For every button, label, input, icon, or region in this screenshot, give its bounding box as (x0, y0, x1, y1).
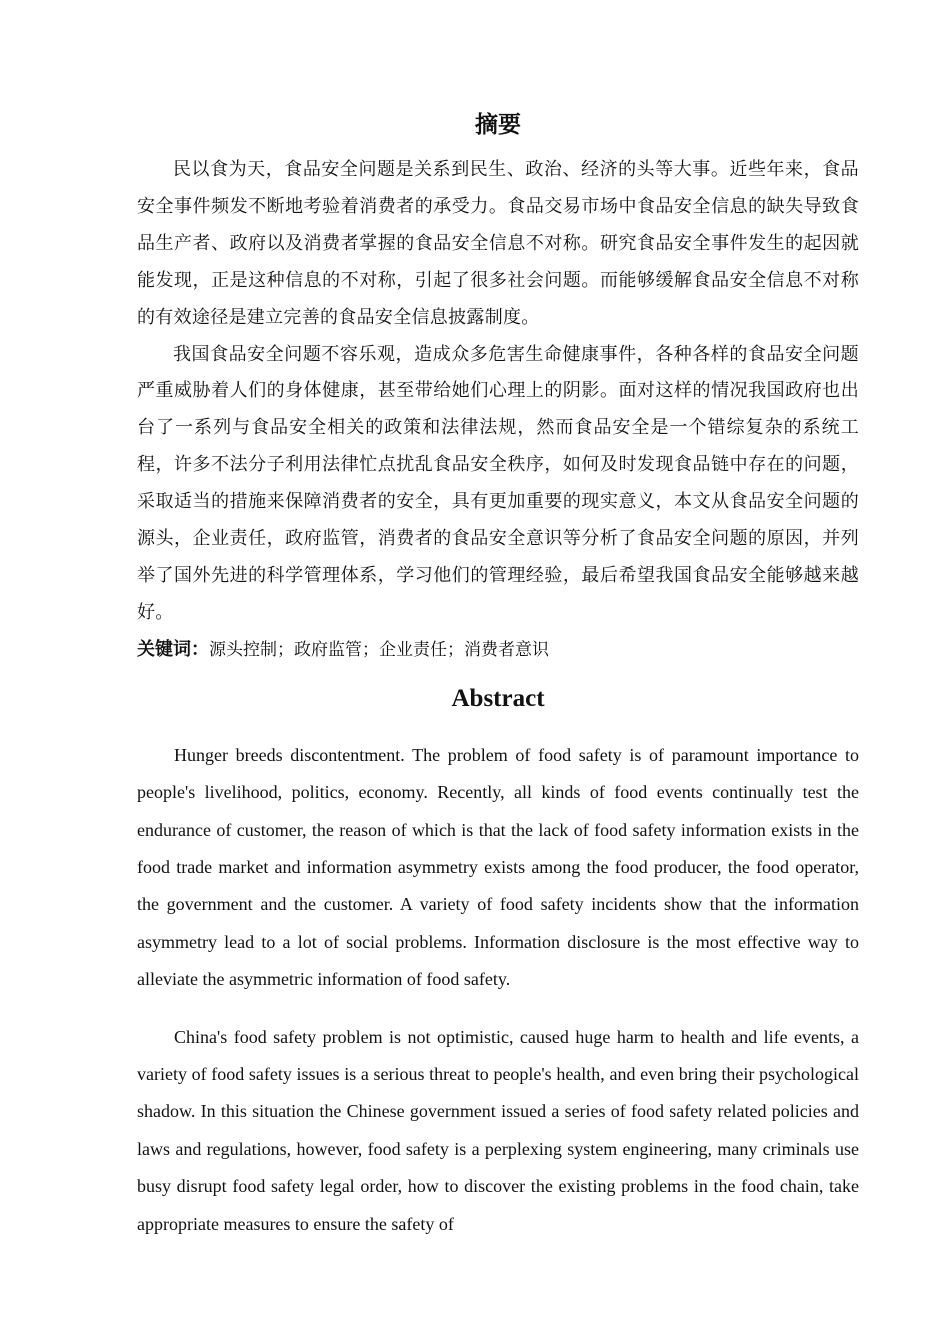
abstract-cn-paragraph-2: 我国食品安全问题不容乐观，造成众多危害生命健康事件，各种各样的食品安全问题严重威胁着人们的身体健康，甚至带给她们心理上的阴影。面对这样的情况我国政府也出台了一系列与食品安全相关的政策和法律法规，然而食品安全是一个错综复杂的系统工程，许多不法分子利用法律忙点扰乱食品安全秩序，如何及时发现食品链中存在的问题，采取适当的措施来保障消费者的安全，具有更加重要的现实意义，本文从食品安全问题的源头，企业责任，政府监管，消费者的食品安全意识等分析了食品安全问题的原因，并列举了国外先进的科学管理体系，学习他们的管理经验，最后希望我国食品安全能够越来越好。 (137, 343, 859, 623)
abstract-en-title: Abstract (451, 684, 545, 712)
keywords-label: 关键词： (137, 638, 209, 660)
abstract-cn-title: 摘要 (475, 112, 521, 138)
abstract-en-paragraph-1: Hunger breeds discontentment. The problem of food safety is of paramount importance to people's livelihood, politics, economy. Recently, all kinds of food events continually test the endurance of customer, the reason of which is that the lack of food safety information exists in the food trade market and information asymmetry exists among the food producer, the food operator, the government and the customer. A variety of food safety incidents show that the information asymmetry lead to a lot of social problems. Information disclosure is the most effective way to alleviate the asymmetric information of food safety. (137, 744, 859, 990)
page-content (137, 108, 859, 1243)
abstract-en-paragraph-2: China's food safety problem is not optimistic, caused huge harm to health and life events, a variety of food safety issues is a serious threat to people's health, and even bring their psychological shadow. In this situation the Chinese government issued a series of food safety related policies and laws and regulations, however, food safety is a perplexing system engineering, many criminals use busy disrupt food safety legal order, how to discover the existing problems in the food chain, take appropriate measures to ensure the safety of (137, 1026, 859, 1234)
keywords-text: 源头控制；政府监管；企业责任；消费者意识 (209, 639, 549, 660)
abstract-cn-paragraph-1: 民以食为天，食品安全问题是关系到民生、政治、经济的头等大事。近些年来，食品安全事件频发不断地考验着消费者的承受力。食品交易市场中食品安全信息的缺失导致食品生产者、政府以及消费者掌握的食品安全信息不对称。研究食品安全事件发生的起因就能发现，正是这种信息的不对称，引起了很多社会问题。而能够缓解食品安全信息不对称的有效途径是建立完善的食品安全信息披露制度。 (137, 159, 859, 328)
keywords-line (137, 632, 859, 668)
